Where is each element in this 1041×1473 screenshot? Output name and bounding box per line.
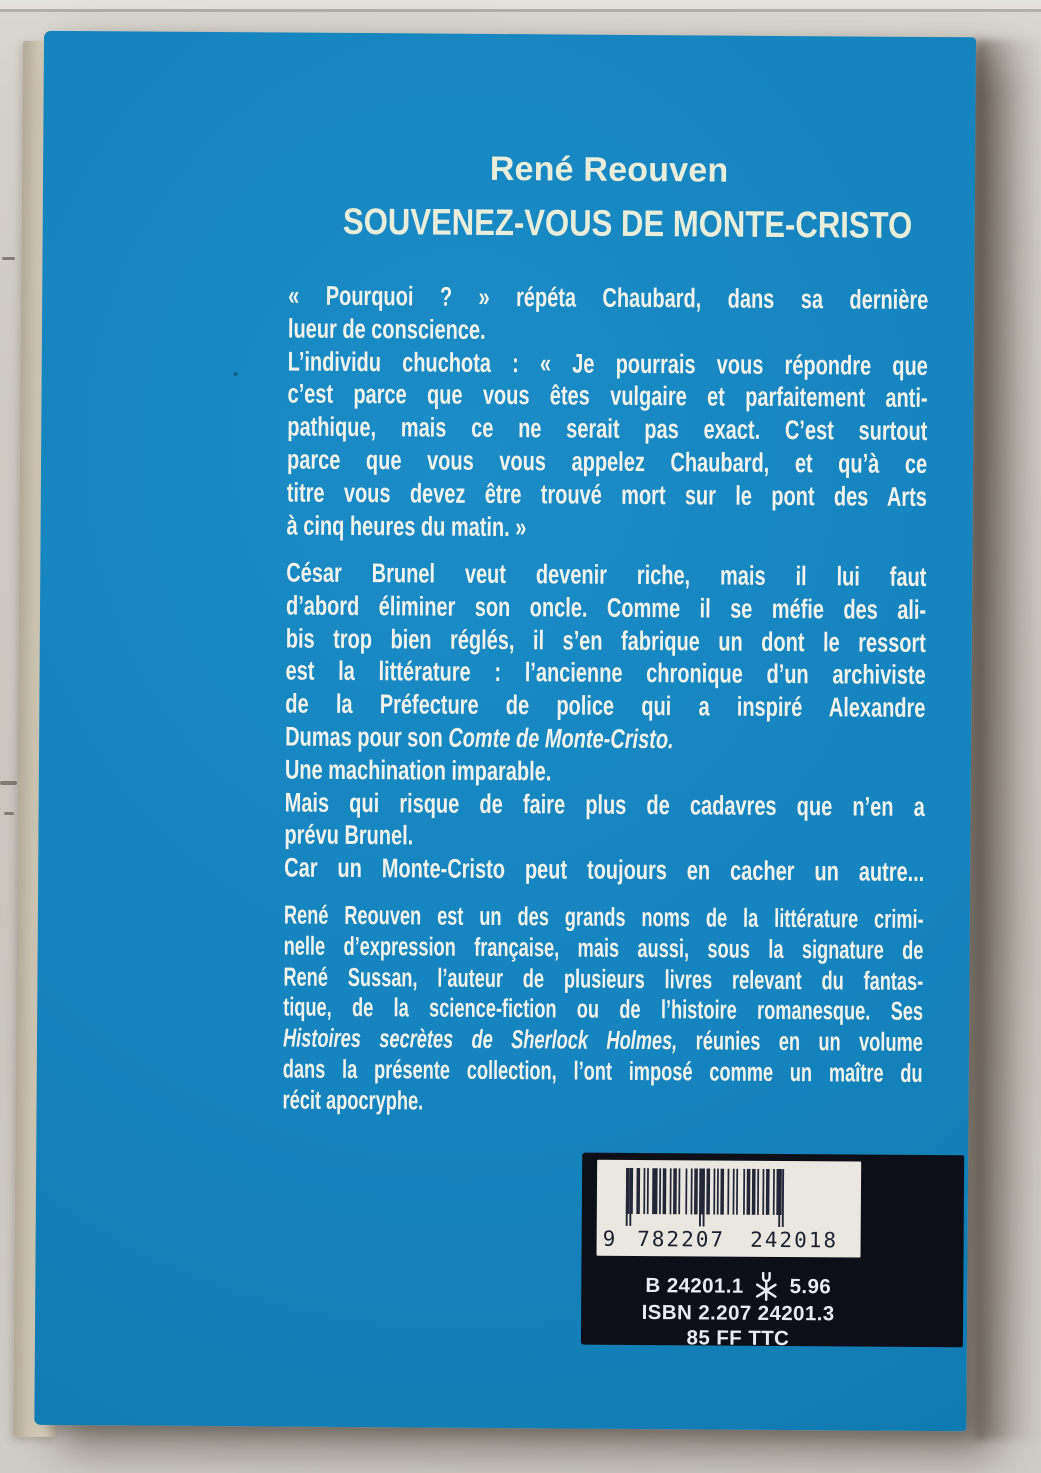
text-line: titre vous devez être trouvé mort sur le pont des Arts <box>286 477 928 512</box>
barcode-group-1: 782207 <box>637 1226 726 1252</box>
book-title-text: SOUVENEZ-VOUS DE MONTE-CRISTO <box>342 200 913 246</box>
text-line: Mais qui risque de faire plus de cadavres que n’en a <box>284 787 925 822</box>
text-line: César Brunel veut devenir riche, mais il lui faut <box>286 557 927 592</box>
bio-lines <box>282 900 923 1120</box>
text-line: René Reouven est un des grands noms de la littérature crimi- <box>283 899 924 934</box>
author-bio-paragraph <box>282 900 923 1120</box>
excerpt-lines <box>286 280 928 547</box>
barcode-label <box>597 1160 862 1258</box>
author-name: René Reouven <box>489 149 729 190</box>
barcode-group-2: 242018 <box>750 1227 839 1253</box>
text-line: récit apocryphe. <box>282 1084 424 1116</box>
isbn-number: ISBN 2.207 24201.3 <box>641 1301 835 1326</box>
price: 85 FF TTC <box>686 1325 790 1350</box>
text-line: Dumas pour son Comte de Monte-Cristo. <box>285 721 674 755</box>
denoel-colophon-icon <box>754 1272 780 1302</box>
text-line: à cinq heures du matin. » <box>286 510 527 542</box>
excerpt-paragraph <box>286 280 928 547</box>
text-line: est la littérature : l’ancienne chronique d’un archiviste <box>285 655 926 691</box>
text-line: d’abord éliminer son oncle. Comme il se méfie des ali- <box>285 590 927 625</box>
text-line: parce que vous vous appelez Chaubard, et qu’à ce <box>286 444 928 479</box>
text-line: bis trop bien réglés, il s’en fabrique un dont le ressort <box>285 623 927 658</box>
text-line: René Sussan, l’auteur de plusieurs livres relevant du fantas- <box>283 961 924 996</box>
edition-number: 5.96 <box>789 1274 832 1299</box>
barcode-lead-digit: 9 <box>602 1226 618 1251</box>
text-line: prévu Brunel. <box>284 819 414 851</box>
text-line: L’individu chuchota : « Je pourrais vous répondre que <box>287 346 928 381</box>
text-line: Histoires secrètes de Sherlock Holmes, réunies en un volume <box>282 1022 923 1058</box>
text-line: « Pourquoi ? » répéta Chaubard, dans sa dernière <box>288 280 929 315</box>
synopsis-lines <box>284 557 926 889</box>
text-line: pathique, mais ce ne serait pas exact. C’est surtout <box>287 411 928 447</box>
barcode-bars-image <box>621 1168 847 1232</box>
imprint-reference-row <box>593 1271 883 1303</box>
book-title <box>289 201 929 247</box>
text-line: nelle d’expression française, mais aussi, sous la signature de <box>283 930 924 965</box>
text-line: tique, de la science-fiction ou de l’histoire romanesque. Ses <box>283 991 924 1027</box>
barcode-digits <box>597 1227 861 1253</box>
synopsis-paragraph <box>284 557 926 889</box>
publisher-reference: B 24201.1 <box>645 1273 744 1298</box>
text-line: lueur de conscience. <box>287 313 486 345</box>
imprint-panel <box>581 1153 964 1348</box>
imprint-text <box>593 1271 884 1352</box>
text-line: Car un Monte-Cristo peut toujours en cacher un autre... <box>284 852 925 888</box>
text-line: dans la présente collection, l’ont imposé comme un maître du <box>282 1053 923 1088</box>
text-line: Une machination imparable. <box>284 754 552 787</box>
text-line: c’est parce que vous êtes vulgaire et parfaitement anti- <box>287 378 928 414</box>
text-line: de la Préfecture de police qui a inspiré Alexandre <box>285 688 926 724</box>
cover-speck <box>234 372 238 376</box>
